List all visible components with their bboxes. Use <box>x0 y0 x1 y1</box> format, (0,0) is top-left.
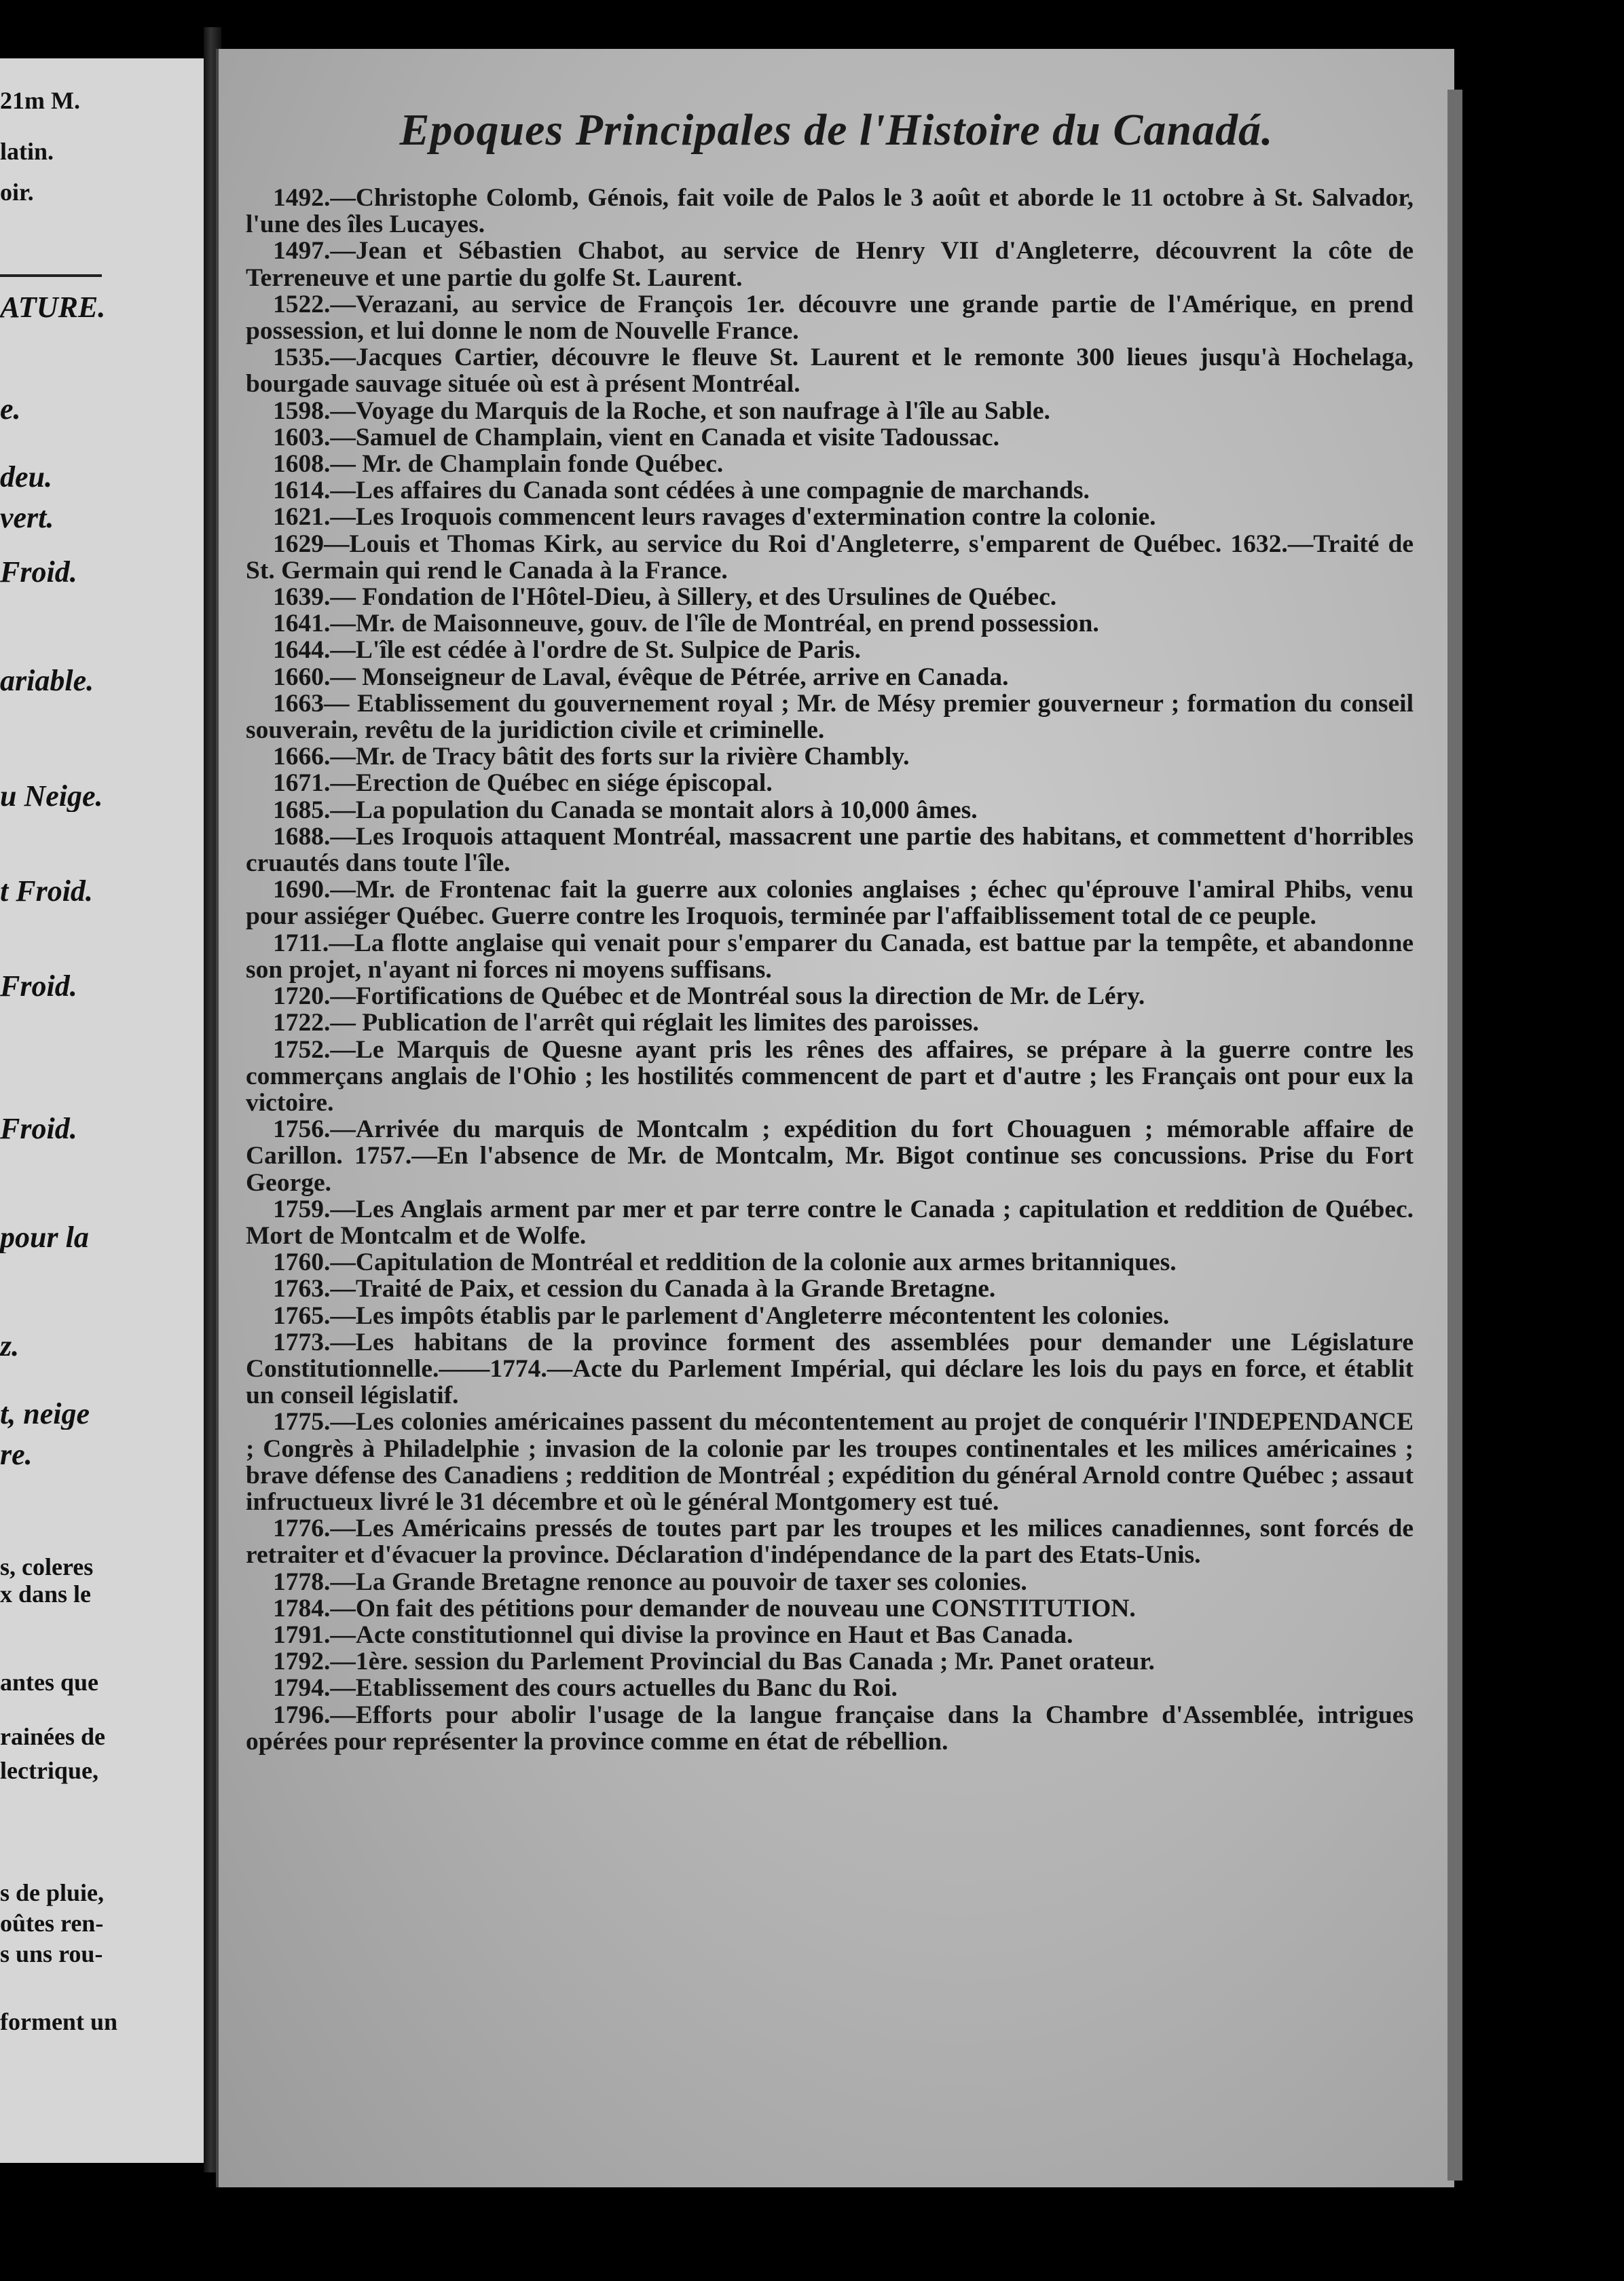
left-page-fragment: e. <box>0 394 21 426</box>
left-page-fragment: latin. <box>0 139 54 165</box>
chronology-entry <box>246 451 1414 477</box>
entry-year: 1603. <box>273 423 331 451</box>
chronology-entry <box>246 291 1414 344</box>
entry-year: 1663 <box>273 689 324 718</box>
chronology-entry <box>246 610 1414 637</box>
entry-text: —Le Marquis de Quesne ayant pris les rênes des affaires, se prépare à la guerre contre les commerçans anglais de l'Ohio ; les hostilités commencent de part et d'autre ; les Français ont pour eux la victoire. <box>246 1035 1414 1117</box>
chronology-entry <box>246 983 1414 1009</box>
left-page-fragment: oir. <box>0 180 34 206</box>
entry-year: 1666. <box>273 743 331 771</box>
entry-year: 1608. <box>273 450 331 479</box>
chronology-entry <box>246 1675 1414 1701</box>
entry-year: 1598. <box>273 396 331 425</box>
entry-text: —Mr. de Tracy bâtit des forts sur la rivière Chambly. <box>330 743 910 771</box>
left-facing-page <box>0 58 208 2163</box>
entry-text: —Fortifications de Québec et de Montréal sous la direction de Mr. de Léry. <box>330 982 1145 1011</box>
chronology-entry <box>246 1303 1414 1329</box>
left-page-fragment: s uns rou- <box>0 1942 103 1967</box>
entry-text: —Mr. de Maisonneuve, gouv. de l'île de Montréal, en prend possession. <box>330 610 1099 638</box>
entry-text: — Mr. de Champlain fonde Québec. <box>330 450 724 479</box>
left-page-fragment: ariable. <box>0 665 94 697</box>
entry-year: 1773. <box>273 1328 331 1356</box>
chronology-entry <box>246 823 1414 876</box>
left-page-fragment: Froid. <box>0 1113 77 1145</box>
entry-year: 1765. <box>273 1301 331 1330</box>
entry-year: 1784. <box>273 1594 331 1622</box>
chronology-entry <box>246 504 1414 530</box>
left-page-fragment: forment un <box>0 2009 117 2035</box>
entry-year: 1685. <box>273 796 331 824</box>
chronology-entry <box>246 797 1414 823</box>
entry-year: 1522. <box>273 290 331 318</box>
entry-text: —Les Iroquois commencent leurs ravages d'extermination contre la colonie. <box>330 503 1156 532</box>
entry-year: 1760. <box>273 1248 331 1277</box>
left-page-fragment: 21m M. <box>0 88 80 114</box>
chronology-entry <box>246 1569 1414 1595</box>
entry-year: 1791. <box>273 1620 331 1649</box>
chronology-entry <box>246 637 1414 663</box>
chronology-entry <box>246 1276 1414 1302</box>
entry-year: 1775. <box>273 1408 331 1436</box>
entry-text: — Etablissement du gouvernement royal ; Mr. de Mésy premier gouverneur ; formation du conseil souverain, revêtu de la juridiction civile et criminelle. <box>246 689 1414 745</box>
chronology-entry <box>246 1009 1414 1036</box>
entry-text: —Etablissement des cours actuelles du Banc du Roi. <box>330 1674 898 1703</box>
entry-text: —Acte constitutionnel qui divise la province en Haut et Bas Canada. <box>330 1620 1073 1649</box>
left-page-fragment: rainées de <box>0 1724 105 1750</box>
entry-year: 1497. <box>273 237 331 265</box>
left-page-fragment: lectrique, <box>0 1758 98 1784</box>
entry-year: 1671. <box>273 769 331 798</box>
entry-year: 1752. <box>273 1035 331 1064</box>
entry-year: 1720. <box>273 982 331 1011</box>
entry-text: —Erection de Québec en siége épiscopal. <box>330 769 773 798</box>
entry-text: —Voyage du Marquis de la Roche, et son naufrage à l'île au Sable. <box>330 396 1050 425</box>
left-page-fragment: u Neige. <box>0 781 103 813</box>
left-page-fragment: x dans le <box>0 1582 92 1608</box>
entry-year: 1711. <box>273 929 329 957</box>
entry-text: —Les Iroquois attaquent Montréal, massacrent une partie des habitans, et commettent d'horribles cruautés dans toute l'île. <box>246 822 1414 878</box>
entry-year: 1792. <box>273 1648 331 1676</box>
chronology-entry <box>246 930 1414 983</box>
page-title: Epoques Principales de l'Histoire du Canadá. <box>399 105 1274 155</box>
entry-text: —Les Américains pressés de toutes part par les troupes et les milices canadiennes, sont forcés de retraiter et d'évacuer la province. Déclaration d'indépendance de la part des Etats-Unis. <box>246 1515 1414 1570</box>
entry-year: 1796. <box>273 1701 331 1729</box>
chronology-entry <box>246 238 1414 291</box>
entry-year: 1639. <box>273 583 331 612</box>
chronology-entry <box>246 1622 1414 1648</box>
chronology-entry <box>246 1702 1414 1755</box>
left-page-fragment: vert. <box>0 502 54 534</box>
left-page-fragment: oûtes ren- <box>0 1911 104 1937</box>
entry-year: 1660. <box>273 663 331 691</box>
chronology-entry <box>246 690 1414 743</box>
chronology-entry <box>246 743 1414 770</box>
entry-text: — Fondation de l'Hôtel-Dieu, à Sillery, et des Ursulines de Québec. <box>330 583 1057 612</box>
entry-text: —Les habitans de la province forment des assemblées pour demander une Législature Constitutionnelle.——1774.—Acte du Parlement Impérial, qui déclare les lois du pays en force, et établit un conseil législatif. <box>246 1328 1414 1410</box>
chronology-entry <box>246 424 1414 451</box>
entry-year: 1763. <box>273 1275 331 1303</box>
entry-text: —Traité de Paix, et cession du Canada à la Grande Bretagne. <box>330 1275 996 1303</box>
entry-year: 1778. <box>273 1568 331 1596</box>
chronology-entry <box>246 1249 1414 1276</box>
entry-text: —Les affaires du Canada sont cédées à une compagnie de marchands. <box>330 477 1090 505</box>
entry-text: — Monseigneur de Laval, évêque de Pétrée, arrive en Canada. <box>330 663 1009 691</box>
entry-year: 1690. <box>273 876 331 904</box>
entry-text: —Christophe Colomb, Génois, fait voile de Palos le 3 août et aborde le 11 octobre à St. Salvador, l'une des îles Lucayes. <box>246 184 1414 239</box>
entry-year: 1535. <box>273 344 331 372</box>
entry-text: —La flotte anglaise qui venait pour s'emparer du Canada, est battue par la tempête, et abandonne son projet, n'ayant ni forces ni moyens suffisans. <box>246 929 1414 984</box>
entry-text: —Capitulation de Montréal et reddition de la colonie aux armes britanniques. <box>330 1248 1177 1277</box>
entry-text: — Publication de l'arrêt qui réglait les limites des paroisses. <box>330 1009 979 1037</box>
entry-text: —Efforts pour abolir l'usage de la langue française dans la Chambre d'Assemblée, intrigues opérées pour représenter la province comme en état de rébellion. <box>246 1701 1414 1756</box>
chronology-list <box>246 185 1414 1755</box>
chronology-entry <box>246 1329 1414 1409</box>
entry-text: —Les impôts établis par le parlement d'Angleterre mécontentent les colonies. <box>330 1301 1170 1330</box>
entry-text: —Jacques Cartier, découvre le fleuve St. Laurent et le remonte 300 lieues jusqu'à Hochelaga, bourgade sauvage située où est à présent Montréal. <box>246 344 1414 398</box>
chronology-entry <box>246 1595 1414 1622</box>
chronology-entry <box>246 477 1414 504</box>
chronology-entry <box>246 1116 1414 1196</box>
chronology-entry <box>246 185 1414 238</box>
chronology-entry <box>246 1037 1414 1117</box>
left-page-fragment: Froid. <box>0 971 77 1003</box>
left-page-fragment: antes que <box>0 1670 99 1696</box>
entry-year: 1759. <box>273 1195 331 1223</box>
entry-year: 1722. <box>273 1009 331 1037</box>
left-page-rule <box>0 274 102 277</box>
chronology-entry <box>246 398 1414 424</box>
entry-text: —La Grande Bretagne renonce au pouvoir de taxer ses colonies. <box>330 1568 1027 1596</box>
entry-year: 1492. <box>273 184 331 212</box>
left-page-fragment: deu. <box>0 462 52 494</box>
left-page-fragment: z. <box>0 1331 20 1362</box>
entry-year: 1629 <box>273 530 324 558</box>
entry-text: —1ère. session du Parlement Provincial du Bas Canada ; Mr. Panet orateur. <box>330 1648 1155 1676</box>
entry-year: 1644. <box>273 636 331 665</box>
entry-year: 1688. <box>273 822 331 851</box>
entry-text: —L'île est cédée à l'ordre de St. Sulpice de Paris. <box>330 636 861 665</box>
chronology-entry <box>246 1648 1414 1675</box>
left-page-fragment: s de pluie, <box>0 1880 105 1906</box>
chronology-entry <box>246 1515 1414 1568</box>
left-page-fragment: pour la <box>0 1222 89 1254</box>
entry-year: 1756. <box>273 1115 331 1144</box>
chronology-entry <box>246 876 1414 929</box>
left-page-fragment: ATURE. <box>0 292 106 324</box>
page-edge <box>1447 90 1462 2181</box>
chronology-entry <box>246 584 1414 610</box>
entry-text: —La population du Canada se montait alors à 10,000 âmes. <box>330 796 978 824</box>
entry-text: —Les colonies américaines passent du mécontentement au projet de conquérir l'INDEPENDANCE ; Congrès à Philadelphie ; invasion de la colonie par les troupes continentales et les milices américaines ; brave défense des Canadiens ; reddition de Montréal ; expédition du général Arnold contre Québec ; assaut infructueux livré le 31 décembre et où le général Montgomery est tué. <box>246 1408 1414 1516</box>
left-page-fragment: t, neige <box>0 1398 90 1430</box>
entry-year: 1776. <box>273 1515 331 1543</box>
entry-text: —Verazani, au service de François 1er. découvre une grande partie de l'Amérique, en prend possession, et lui donne le nom de Nouvelle France. <box>246 290 1414 346</box>
chronology-entry <box>246 1196 1414 1249</box>
entry-year: 1794. <box>273 1674 331 1703</box>
entry-text: —Arrivée du marquis de Montcalm ; expédition du fort Chouaguen ; mémorable affaire de Carillon. 1757.—En l'absence de Mr. de Montcalm, Mr. Bigot continue ses concussions. Prise du Fort George. <box>246 1115 1414 1197</box>
entry-text: —Louis et Thomas Kirk, au service du Roi d'Angleterre, s'emparent de Québec. 1632.—Traité de St. Germain qui rend le Canada à la France. <box>246 530 1414 585</box>
entry-year: 1641. <box>273 610 331 638</box>
main-page <box>216 49 1454 2187</box>
entry-text: —Les Anglais arment par mer et par terre contre le Canada ; capitulation et reddition de Québec. Mort de Montcalm et de Wolfe. <box>246 1195 1414 1250</box>
chronology-entry <box>246 1409 1414 1515</box>
chronology-entry <box>246 664 1414 690</box>
left-page-fragment: re. <box>0 1439 33 1471</box>
entry-text: —On fait des pétitions pour demander de nouveau une CONSTITUTION. <box>330 1594 1136 1622</box>
chronology-entry <box>246 344 1414 397</box>
entry-year: 1614. <box>273 477 331 505</box>
entry-text: —Samuel de Champlain, vient en Canada et visite Tadoussac. <box>330 423 999 451</box>
entry-year: 1621. <box>273 503 331 532</box>
left-page-fragment: Froid. <box>0 557 77 589</box>
entry-text: —Jean et Sébastien Chabot, au service de Henry VII d'Angleterre, découvrent la côte de Terreneuve et une partie du golfe St. Laurent. <box>246 237 1414 292</box>
entry-text: —Mr. de Frontenac fait la guerre aux colonies anglaises ; échec qu'éprouve l'amiral Phibs, venu pour assiéger Québec. Guerre contre les Iroquois, terminée par l'affaiblissement total de ce peuple. <box>246 876 1414 931</box>
left-page-fragment: t Froid. <box>0 876 93 908</box>
chronology-entry <box>246 770 1414 796</box>
left-page-fragment: s, coleres <box>0 1555 94 1580</box>
chronology-entry <box>246 531 1414 584</box>
